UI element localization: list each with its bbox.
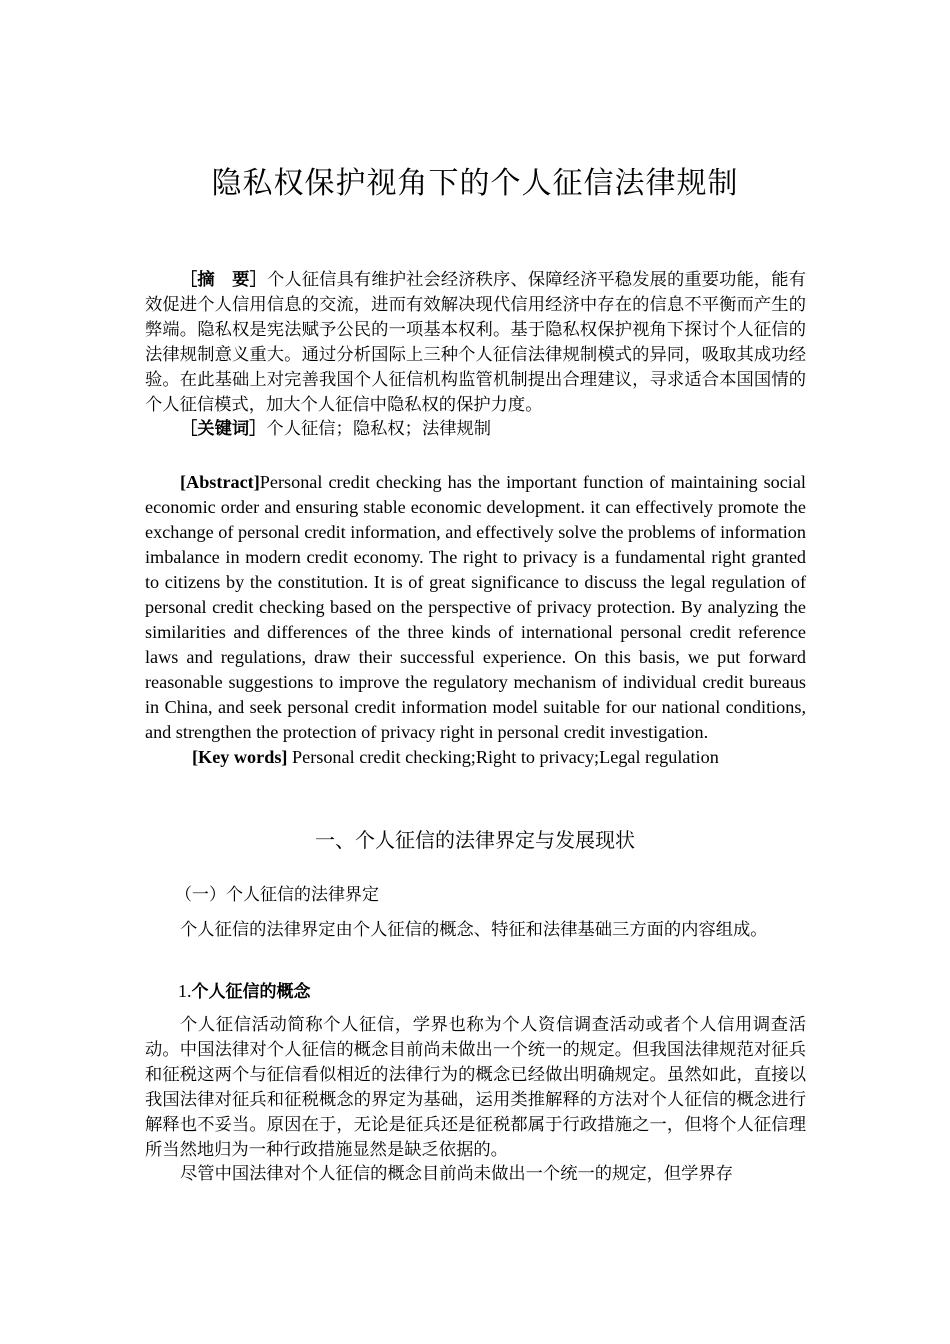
subsection-heading: （一）个人征信的法律界定 xyxy=(175,885,379,905)
item-title: 个人征信的概念 xyxy=(191,982,311,1002)
abstract-en xyxy=(145,470,806,745)
abstract-cn xyxy=(145,268,806,417)
abstract-cn-label: ［摘 要］ xyxy=(180,270,267,290)
abstract-en-label: [Abstract] xyxy=(180,472,260,492)
keywords-en-text: Personal credit checking;Right to privacy;Legal regulation xyxy=(292,747,719,767)
keywords-cn xyxy=(145,417,806,442)
body-block xyxy=(145,1013,806,1187)
abstract-cn-block xyxy=(145,268,806,442)
body-paragraph: 个人征信活动简称个人征信，学界也称为个人资信调查活动或者个人信用调查活动。中国法律对个人征信的概念目前尚未做出一个统一的规定。但我国法律规范对征兵和征税这两个与征信看似相近的法律行为的概念已经做出明确规定。虽然如此，直接以我国法律对征兵和征税概念的界定为基础，运用类推解释的方法对个人征信的概念进行解释也不妥当。原因在于，无论是征兵还是征税都属于行政措施之一，但将个人征信理所当然地归为一种行政措施显然是缺乏依据的。 xyxy=(145,1015,806,1160)
section-heading: 一、个人征信的法律界定与发展现状 xyxy=(315,828,635,852)
body-paragraph: 尽管中国法律对个人征信的概念目前尚未做出一个统一的规定，但学界存 xyxy=(180,1164,734,1185)
abstract-en-block xyxy=(145,470,806,770)
item-number: 1. xyxy=(178,981,192,1001)
abstract-cn-text: 个人征信具有维护社会经济秩序、保障经济平稳发展的重要功能，能有效促进个人信用信息的交流，进而有效解决现代信用经济中存在的信息不平衡而产生的弊端。隐私权是宪法赋予公民的一项基本权利。基于隐私权保护视角下探讨个人征信的法律规制意义重大。通过分析国际上三种个人征信法律规制模式的异同，吸取其成功经验。在此基础上对完善我国个人征信机构监管机制提出合理建议，寻求适合本国国情的个人征信模式，加大个人征信中隐私权的保护力度。 xyxy=(145,270,806,415)
keywords-en-label: [Key words] xyxy=(192,747,288,767)
subsection-intro-block xyxy=(145,918,806,943)
abstract-en-text: Personal credit checking has the important function of maintaining social economic order and ensuring stable economic development. it can effectively promote the exchange of personal credit information, and effectively solve the problems of information imbalance in modern credit economy. The right to privacy is a fundamental right granted to citizens by the constitution. It is of great significance to discuss the legal regulation of personal credit checking based on the perspective of privacy protection. By analyzing the similarities and differences of the three kinds of international personal credit reference laws and regulations, draw their successful experience. On this basis, we put forward reasonable suggestions to improve the regulatory mechanism of individual credit bureaus in China, and seek personal credit information model suitable for our national conditions, and strengthen the protection of privacy right in personal credit investigation. xyxy=(145,472,806,742)
keywords-cn-label: ［关键词］ xyxy=(180,419,267,440)
subsection-intro: 个人征信的法律界定由个人征信的概念、特征和法律基础三方面的内容组成。 xyxy=(180,920,768,940)
page-title: 隐私权保护视角下的个人征信法律规制 xyxy=(211,166,739,201)
item-heading xyxy=(178,978,311,1005)
keywords-cn-text: 个人征信；隐私权；法律规制 xyxy=(266,419,492,440)
keywords-en xyxy=(145,745,806,770)
